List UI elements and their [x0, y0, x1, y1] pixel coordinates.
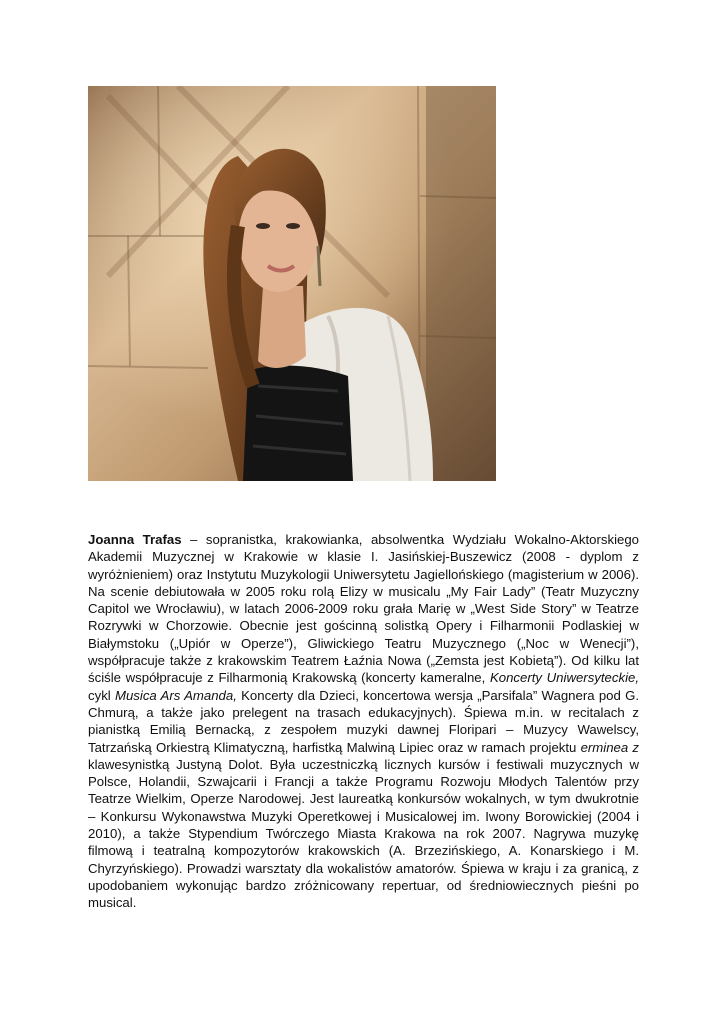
- bio-text-3: Koncerty dla Dzieci, koncertowa wersja „Parsifala” Wagnera pod G. Chmurą, a także jako prelegent na trasach edukacyjnych). Śpiewa m.in. w recitalach z pianistką Emilią Bernacką, z zespołem muzyki dawnej Floripari – Muzycy Wawelscy, Tatrzańską Orkiestrą Klimatyczną, harfistką Malwiną Lipiec oraz w ramach projektu: [88, 687, 640, 755]
- portrait-photo: [88, 86, 496, 481]
- biography-paragraph: [88, 531, 639, 912]
- bio-text-4: klawesynistką Justyną Dolot. Była uczestniczką licznych kursów i festiwali muzycznych w Polsce, Holandii, Szwajcarii i Francji a także Programu Rozwoju Młodych Talentów przy Teatrze Wielkim, Operze Narodowej. Jest laureatką konkursów wokalnych, w tym dwukrotnie – Konkursu Wykonawstwa Muzyki Operetkowej i Musicalowej im. Iwony Borowickiej (2004 i 2010), a także Stypendium Twórczego Miasta Krakowa na rok 2007. Nagrywa muzykę filmową i teatralną kompozytorów krakowskich (A. Brzezińskiego, A. Konarskiego i M. Chyrzyńskiego). Prowadzi warsztaty dla wokalistów amatorów. Śpiewa w kraju i za granicą, z upodobaniem wykonując bardzo zróżnicowany repertuar, od średniowiecznych pieśni po musical.: [88, 756, 639, 911]
- bio-text-2: cykl: [88, 687, 115, 703]
- bio-italic-1: Koncerty Uniwersyteckie,: [489, 670, 640, 686]
- bio-text-1: – sopranistka, krakowianka, absolwentka Wydziału Wokalno-Aktorskiego Akademii Muzycznej w Krakowie w klasie I. Jasińskiej-Buszewicz (2008 - dyplom z wyróżnieniem) oraz Instytutu Muzykologii Uniwersytetu Jagiellońskiego (magisterium w 2006). Na scenie debiutowała w 2005 roku rolą Elizy w musicalu „My Fair Lady” (Teatr Muzyczny Capitol we Wrocławiu), w latach 2006-2009 roku grała Marię w „West Side Story” w Teatrze Rozrywki w Chorzowie. Obecnie jest gościnną solistką Opery i Filharmonii Podlaskiej w Białymstoku („Upiór w Operze”), Gliwickiego Teatru Muzycznego („Noc w Wenecji”), współpracuje także z krakowskim Teatrem Łaźnia Nowa („Zemsta jest Kobietą”). Od kilku lat ściśle współpracuje z Filharmonią Krakowską (koncerty kameralne,: [88, 532, 639, 686]
- bio-italic-3: erminea z: [580, 739, 639, 755]
- bio-italic-2: Musica Ars Amanda,: [114, 687, 237, 703]
- portrait-illustration: [88, 86, 496, 481]
- artist-name: Joanna Trafas: [88, 532, 182, 547]
